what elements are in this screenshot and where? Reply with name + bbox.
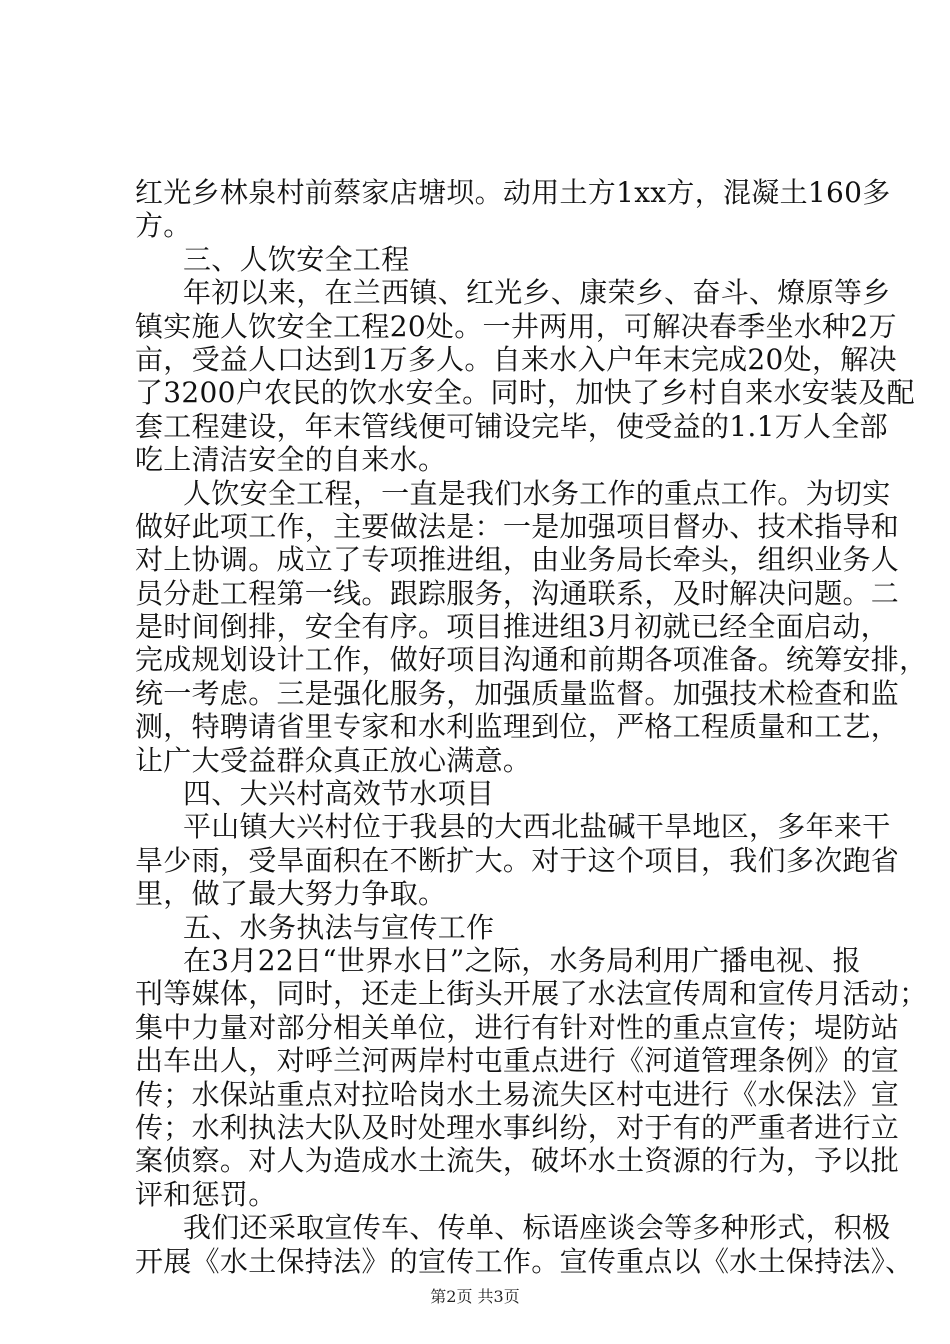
text-line: 案侦察。对人为造成水土流失，破坏水土资源的行为，予以批 xyxy=(135,1144,900,1178)
text-line: 亩，受益人口达到1万多人。自来水入户年末完成20处，解决 xyxy=(135,342,897,376)
text-line: 完成规划设计工作，做好项目沟通和前期各项准备。统筹安排， xyxy=(135,643,928,677)
text-line: 员分赴工程第一线。跟踪服务，沟通联系，及时解决问题。二 xyxy=(135,576,900,610)
text-line: 让广大受益群众真正放心满意。 xyxy=(135,743,532,777)
text-line: 集中力量对部分相关单位，进行有针对性的重点宣传；堤防站 xyxy=(135,1010,900,1044)
text-line: 是时间倒排，安全有序。项目推进组3月初就已经全面启动， xyxy=(135,610,889,644)
text-line: 传；水保站重点对拉哈岗水土易流失区村屯进行《水保法》宣 xyxy=(135,1077,900,1111)
text-line: 四、大兴村高效节水项目 xyxy=(183,777,495,811)
text-line: 旱少雨，受旱面积在不断扩大。对于这个项目，我们多次跑省 xyxy=(135,843,900,877)
text-line: 传；水利执法大队及时处理水事纠纷，对于有的严重者进行立 xyxy=(135,1110,900,1144)
text-line: 套工程建设，年末管线便可铺设完毕，使受益的1.1万人全部 xyxy=(135,409,888,443)
text-line: 做好此项工作，主要做法是：一是加强项目督办、技术指导和 xyxy=(135,509,900,543)
text-line: 统一考虑。三是强化服务，加强质量监督。加强技术检查和监 xyxy=(135,676,900,710)
text-line: 红光乡林泉村前蔡家店塘坝。动用土方1xx方，混凝土160多 xyxy=(135,176,891,209)
text-line: 评和惩罚。 xyxy=(135,1177,277,1211)
text-line: 方。 xyxy=(135,209,192,243)
text-line: 人饮安全工程，一直是我们水务工作的重点工作。为切实 xyxy=(183,476,891,510)
page-number-footer: 第2页 共3页 xyxy=(430,1287,520,1306)
text-line: 吃上清洁安全的自来水。 xyxy=(135,443,447,477)
text-line: 镇实施人饮安全工程20处。一井两用，可解决春季坐水种2万 xyxy=(135,309,897,343)
text-line: 测，特聘请省里专家和水利监理到位，严格工程质量和工艺， xyxy=(135,710,900,744)
text-line: 开展《水土保持法》的宣传工作。宣传重点以《水土保持法》、 xyxy=(135,1244,914,1278)
text-line: 年初以来，在兰西镇、红光乡、康荣乡、奋斗、燎原等乡 xyxy=(183,276,891,310)
text-line: 出车出人，对呼兰河两岸村屯重点进行《河道管理条例》的宣 xyxy=(135,1044,900,1078)
text-line: 五、水务执法与宣传工作 xyxy=(183,910,495,944)
text-line: 三、人饮安全工程 xyxy=(183,242,410,276)
text-line: 平山镇大兴村位于我县的大西北盐碱干旱地区，多年来干 xyxy=(183,810,891,844)
text-line: 里，做了最大努力争取。 xyxy=(135,877,447,911)
text-line: 在3月22日“世界水日”之际，水务局利用广播电视、报 xyxy=(183,943,861,977)
text-line: 了3200户农民的饮水安全。同时，加快了乡村自来水安装及配 xyxy=(135,376,915,410)
text-line: 对上协调。成立了专项推进组，由业务局长牵头，组织业务人 xyxy=(135,543,900,577)
text-line: 我们还采取宣传车、传单、标语座谈会等多种形式，积极 xyxy=(183,1211,891,1245)
text-line: 刊等媒体，同时，还走上街头开展了水法宣传周和宣传月活动； xyxy=(135,977,928,1011)
document-body xyxy=(135,176,928,1278)
